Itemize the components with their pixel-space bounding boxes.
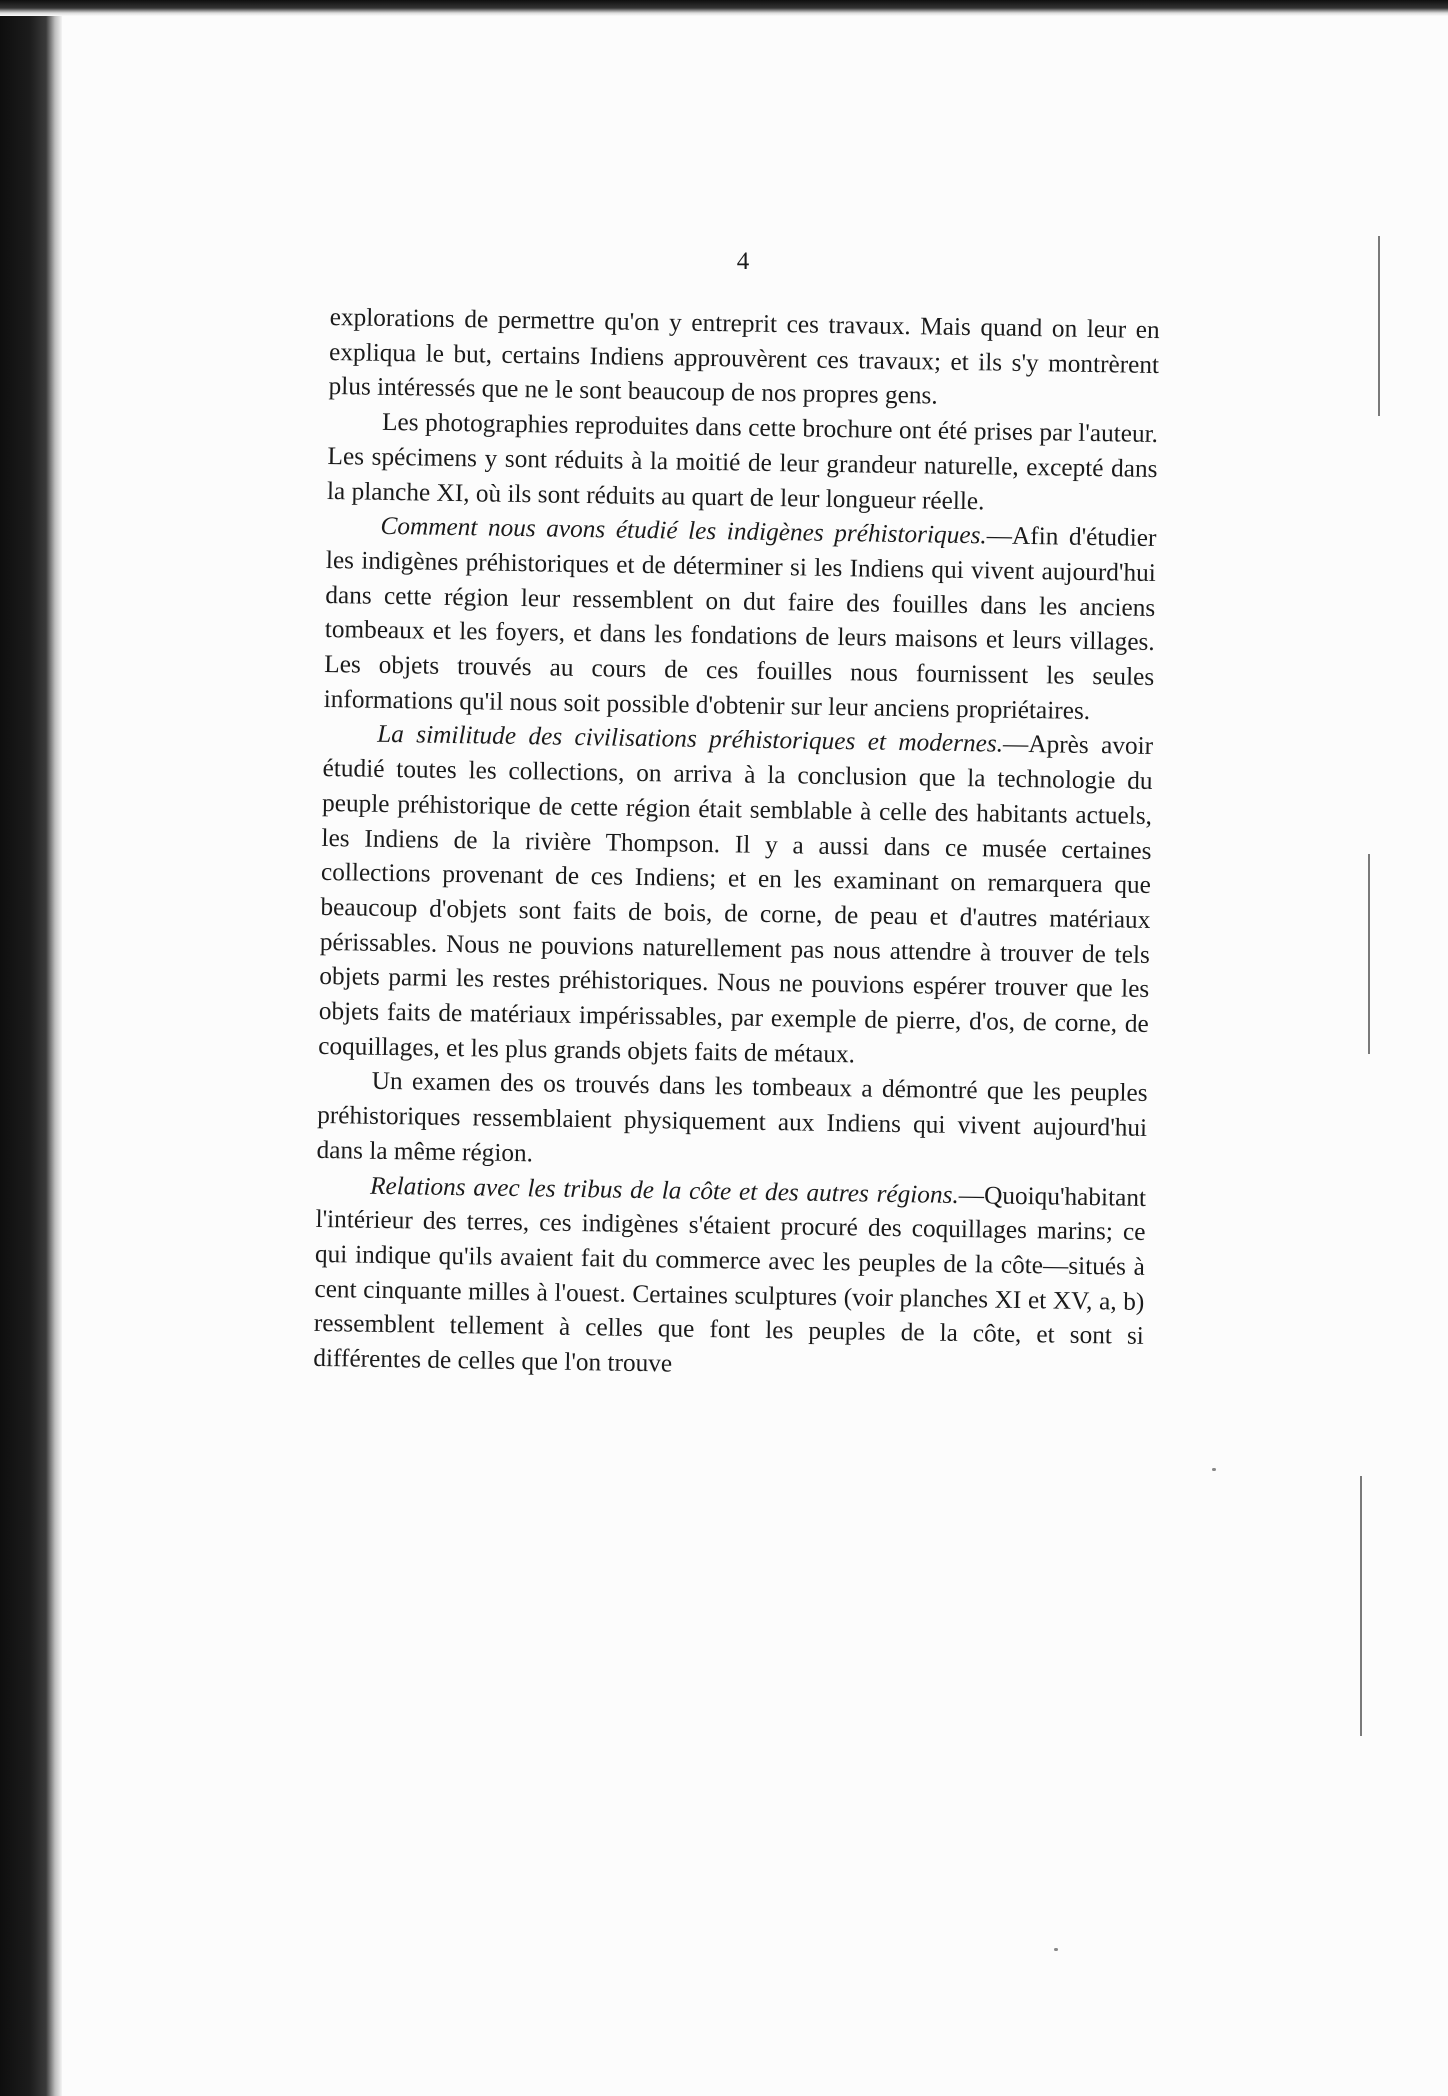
- scan-top-edge: [0, 0, 1448, 16]
- section-heading: Relations avec les tribus de la côte et des autres régions.: [369, 1171, 960, 1209]
- paragraph: [313, 1167, 1146, 1388]
- paragraph-text: Un examen des os trouvés dans les tombeaux a démontré que les peuples préhistoriques ressemblaient physiquement aux Indiens qui vivent aujourd'hui dans la même région.: [316, 1067, 1148, 1168]
- paragraph: [316, 1063, 1148, 1180]
- scan-left-edge: [0, 0, 62, 2096]
- body-text: [313, 300, 1160, 1389]
- scan-speck: [1212, 1468, 1216, 1471]
- scan-speck: [1054, 1948, 1058, 1951]
- paragraph: [318, 716, 1153, 1076]
- paragraph-text: explorations de permettre qu'on y entreprit ces travaux. Mais quand on leur en expliqua le but, certains Indiens approuvèrent ces travaux; et ils s'y montrèrent plus intéressés que ne le sont beaucoup de nos propres gens.: [328, 302, 1160, 410]
- page-number: 4: [736, 248, 750, 275]
- section-heading: Comment nous avons étudié les indigènes préhistoriques.: [380, 512, 987, 550]
- paragraph-text: —Quoiqu'habitant l'intérieur des terres, ces indigènes s'étaient procuré des coquillages marins; ce qui indique qu'ils avaient fait du commerce avec les peuples de la côte—situés à cent cinquante milles à l'ouest. Certaines sculptures (voir planches XI et XV, a, b) ressemblent tellement à celles que font les peuples de la côte, et sont si différentes de celles que l'on trouve: [313, 1180, 1147, 1378]
- section-heading: La similitude des civilisations préhistoriques et modernes.: [376, 720, 1004, 759]
- paragraph: [323, 508, 1156, 729]
- right-edge-mark: [1368, 854, 1370, 1054]
- paragraph: [327, 404, 1159, 521]
- right-edge-mark: [1360, 1476, 1362, 1736]
- paragraph-text: Les photographies reproduites dans cette brochure ont été prises par l'auteur. Les spécimens y sont réduits à la moitié de leur grandeur naturelle, excepté dans la planche XI, où ils sont réduits au quart de leur longueur réelle.: [326, 407, 1159, 515]
- paragraph-text: —Afin d'étudier les indigènes préhistoriques et de déterminer si les Indiens qui vivent aujourd'hui dans cette région leur ressemblent on dut faire des fouilles dans les anciens tombeaux et les foyers, et dans les fondations de leurs maisons et leurs villages. Les objets trouvés au cours de ces fouilles nous fournissent les seules informations qu'il nous soit possible d'obtenir sur leur anciens propriétaires.: [323, 521, 1157, 725]
- paragraph: [328, 300, 1160, 417]
- paragraph-text: —Après avoir étudié toutes les collections, on arriva à la conclusion que la technologie du peuple préhistorique de cette région était semblable à celle des habitants actuels, les Indiens de la rivière Thompson. Il y a aussi dans ce musée certaines collections provenant de ces Indiens; et en les examinant on remarquera que beaucoup d'objets sont faits de bois, de corne, de peau et d'autres matériaux périssables. Nous ne pouvions naturellement pas nous attendre à trouver de tels objets parmi les restes préhistoriques. Nous ne pouvions espérer trouver que les objets faits de matériaux impérissables, par exemple de pierre, d'os, de corne, de coquillages, et les plus grands objets faits de métaux.: [318, 730, 1154, 1069]
